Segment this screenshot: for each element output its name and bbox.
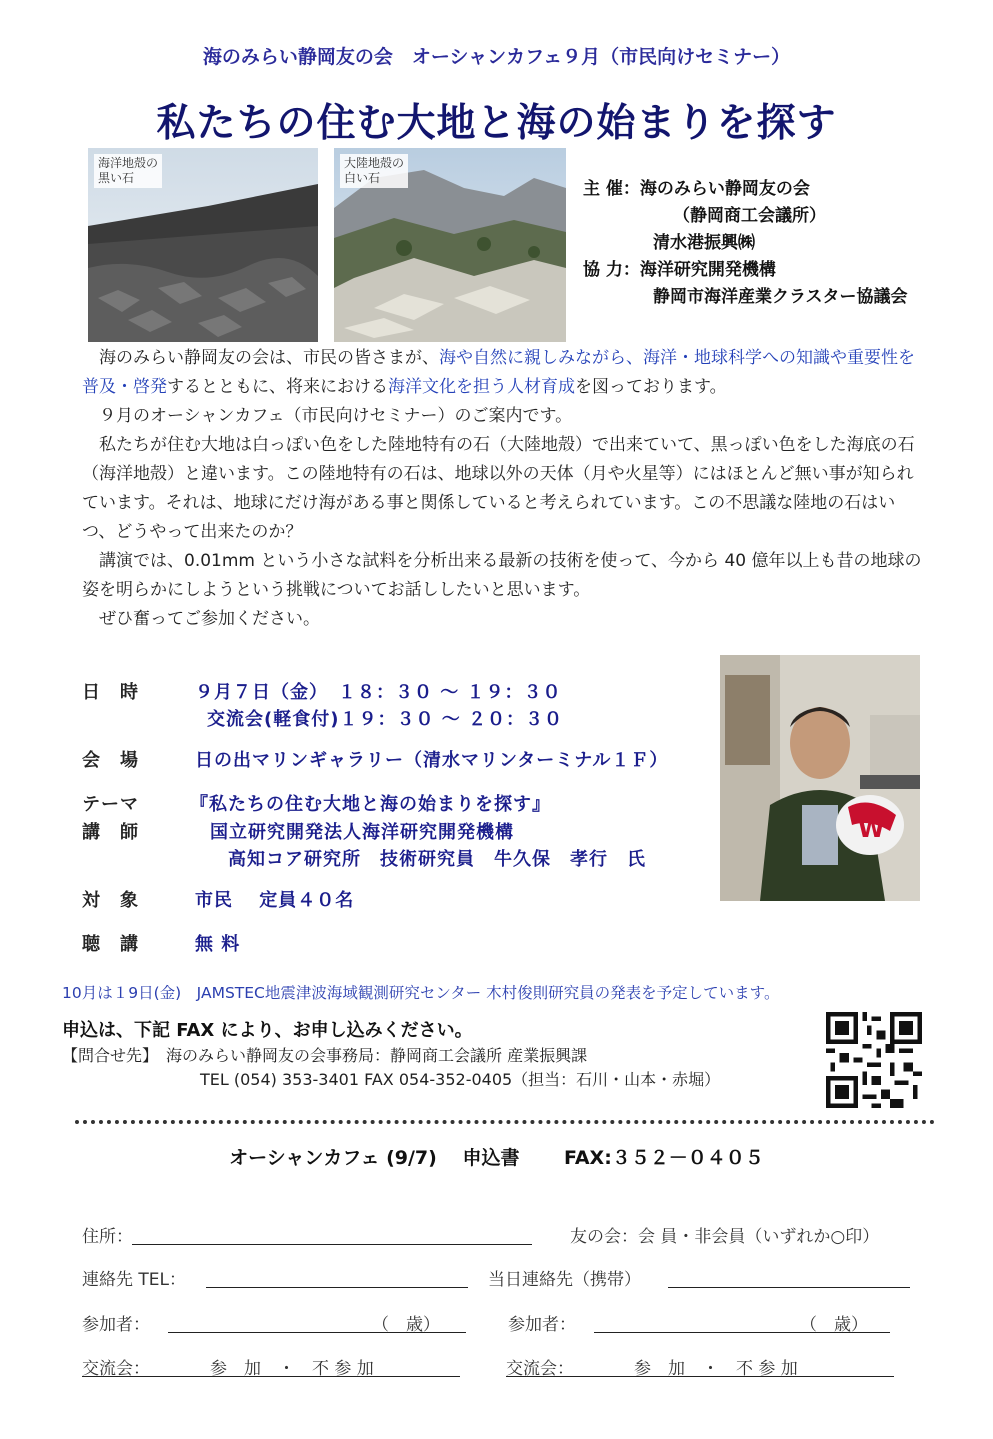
intro-paragraph-2: ９月のオーシャンカフェ（市民向けセミナー）のご案内です。 bbox=[99, 406, 573, 426]
day-contact-field[interactable] bbox=[668, 1287, 910, 1288]
next-event-notice: 10月は１9日(金) JAMSTEC地震津波海域観測研究センター 木村俊則研究員の発表を予定しています。 bbox=[62, 984, 780, 1002]
qr-code[interactable] bbox=[826, 1012, 922, 1108]
address-field[interactable] bbox=[132, 1244, 532, 1245]
social-label-1: 交流会： bbox=[82, 1359, 150, 1379]
participant-age-2: （ 歳） bbox=[800, 1315, 868, 1335]
contact-info bbox=[62, 1044, 720, 1092]
venue-label: 会 場 bbox=[82, 750, 139, 771]
social-options-1[interactable]: 参 加 ・ 不 参 加 bbox=[210, 1359, 374, 1379]
social-label-2: 交流会： bbox=[506, 1359, 574, 1379]
speaker-image bbox=[720, 655, 920, 901]
venue-value: 日の出マリンギャラリー（清水マリンターミナル１Ｆ） bbox=[195, 750, 669, 771]
theme-label: テーマ bbox=[82, 794, 139, 815]
apply-heading: 申込は、下記 FAX により、お申し込みください。 bbox=[62, 1020, 473, 1041]
intro-text bbox=[82, 344, 922, 634]
target-label: 対 象 bbox=[82, 890, 139, 911]
organizers-block bbox=[583, 176, 908, 311]
intro-paragraph-4: 講演では、0.01mm という小さな試料を分析出来る最新の技術を使って、今から 40 億年以上も昔の地球の姿を明らかにしようという挑戦についてお話ししたいと思います。 bbox=[82, 551, 922, 600]
membership-label[interactable]: 友の会：会 員・非会員（いずれか○印） bbox=[570, 1227, 880, 1247]
speaker-photo bbox=[720, 655, 920, 901]
fee-value: 無 料 bbox=[195, 934, 241, 955]
tel-label: 連絡先 TEL： bbox=[82, 1270, 187, 1290]
host-name-2: 清水港振興㈱ bbox=[653, 233, 755, 253]
series-header: 海のみらい静岡友の会 オーシャンカフェ９月（市民向けセミナー） bbox=[202, 46, 791, 68]
cooperation-label: 協 力： bbox=[583, 260, 640, 280]
form-title: オーシャンカフェ (9/7) 申込書 FAX:３５２－０４０５ bbox=[229, 1147, 764, 1169]
social-time-value: 交流会(軽食付)１９：３０ ～ ２０：３０ bbox=[207, 709, 563, 730]
oceanic-crust-photo bbox=[88, 148, 318, 342]
cut-line bbox=[75, 1120, 935, 1124]
social-options-2[interactable]: 参 加 ・ 不 参 加 bbox=[634, 1359, 798, 1379]
speaker-label: 講 師 bbox=[82, 822, 139, 843]
host-affiliation: （静岡商工会議所） bbox=[673, 206, 826, 226]
intro-paragraph-1: 海のみらい静岡友の会は、市民の皆さまが、海や自然に親しみながら、海洋・地球科学への知識や重要性を普及・啓発するとともに、将来における海洋文化を担う人材育成を図っております。 bbox=[82, 348, 915, 397]
host-name: 海のみらい静岡友の会 bbox=[639, 179, 810, 199]
cooperation-name: 海洋研究開発機構 bbox=[639, 260, 776, 280]
cooperation-name-2: 静岡市海洋産業クラスター協議会 bbox=[653, 287, 908, 307]
intro-paragraph-3: 私たちが住む大地は白っぽい色をした陸地特有の石（大陸地殻）で出来ていて、黒っぽい色をした海底の石（海洋地殻）と違います。この陸地特有の石は、地球以外の天体（月や火星等）にはほとんど無い事が知られています。それは、地球にだけ海がある事と関係していると考えられています。この不思議な陸地の石はいつ、どうやって出来たのか？ bbox=[82, 435, 915, 542]
participant-label-2: 参加者： bbox=[508, 1315, 576, 1335]
date-label: 日 時 bbox=[82, 682, 139, 703]
svg-text:W: W bbox=[858, 815, 885, 843]
continental-crust-photo bbox=[334, 148, 566, 342]
day-contact-label: 当日連絡先（携帯） bbox=[488, 1270, 641, 1290]
tel-field[interactable] bbox=[206, 1287, 468, 1288]
participant-age-1: （ 歳） bbox=[372, 1315, 440, 1335]
speaker-org: 国立研究開発法人海洋研究開発機構 bbox=[210, 822, 514, 843]
speaker-name: 高知コア研究所 技術研究員 牛久保 孝行 氏 bbox=[228, 849, 646, 870]
address-label: 住所： bbox=[82, 1227, 133, 1247]
theme-value: 『私たちの住む大地と海の始まりを探す』 bbox=[190, 794, 551, 815]
contact-office: 【問合せ先】 海のみらい静岡友の会事務局：静岡商工会議所 産業振興課 bbox=[62, 1046, 588, 1065]
intro-paragraph-5: ぜひ奮ってご参加ください。 bbox=[99, 609, 320, 629]
fee-label: 聴 講 bbox=[82, 934, 139, 955]
participant-label-1: 参加者： bbox=[82, 1315, 150, 1335]
page-title: 私たちの住む大地と海の始まりを探す bbox=[156, 101, 837, 146]
target-value: 市民 定員４０名 bbox=[195, 890, 355, 911]
host-label: 主 催： bbox=[583, 179, 640, 199]
date-value: ９月７日（金） １８：３０ ～ １９：３０ bbox=[195, 682, 562, 703]
continental-crust-caption: 大陸地殻の 白い石 bbox=[340, 154, 408, 188]
contact-phone-fax: TEL (054) 353-3401 FAX 054-352-0405（担当：石川・山本・赤堀） bbox=[200, 1070, 721, 1089]
oceanic-crust-caption: 海洋地殻の 黒い石 bbox=[94, 154, 162, 188]
